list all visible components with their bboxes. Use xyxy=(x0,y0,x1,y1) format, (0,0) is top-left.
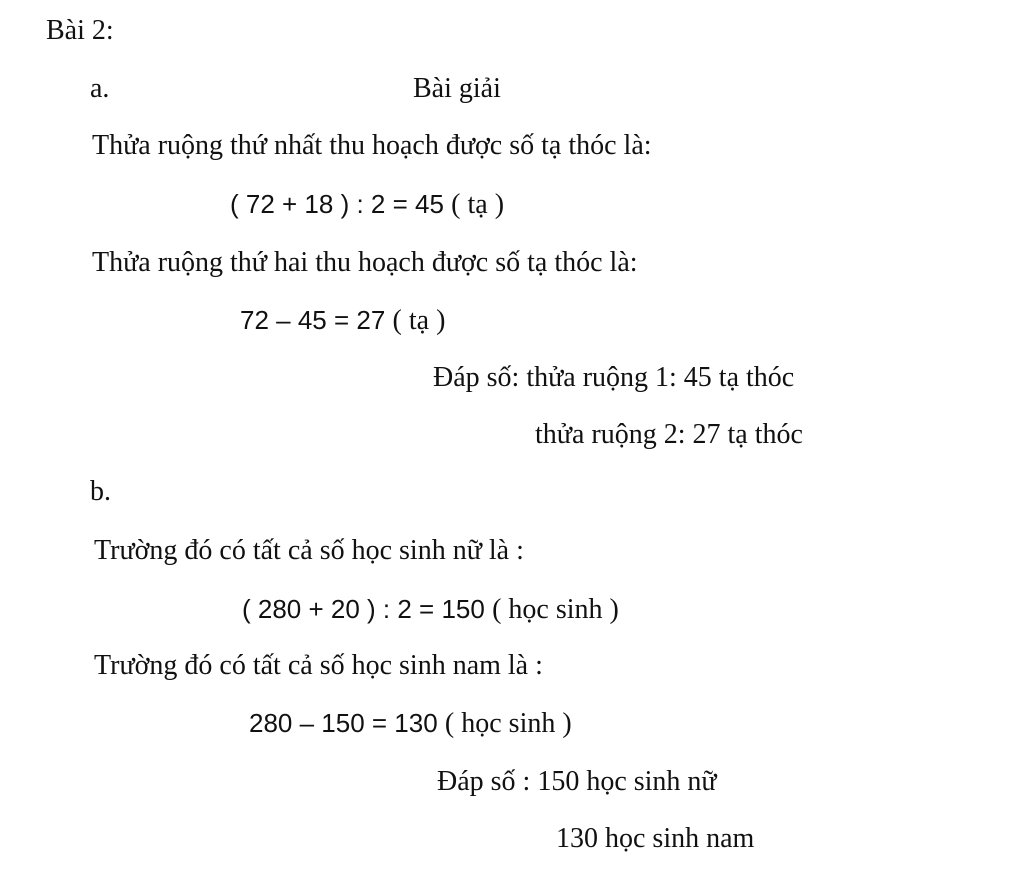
part-b-step2-text: Trường đó có tất cả số học sinh nam là : xyxy=(94,650,543,681)
part-a-step2-equation xyxy=(240,303,445,338)
part-b-label: b. xyxy=(90,476,111,507)
exercise-title: Bài 2: xyxy=(46,15,114,46)
part-b-step2-equation xyxy=(249,706,572,741)
part-a-label: a. xyxy=(90,73,110,104)
equation-unit: ( học sinh ) xyxy=(444,708,572,739)
equation-unit: ( học sinh ) xyxy=(492,594,619,625)
part-b-step1-equation xyxy=(242,592,619,627)
equation-unit: ( tạ ) xyxy=(392,305,446,336)
part-a-answer-line2: thửa ruộng 2: 27 tạ thóc xyxy=(535,419,803,450)
equation-expression: ( 280 + 20 ) : 2 = 150 xyxy=(242,594,485,624)
part-a-step1-equation xyxy=(230,187,504,222)
equation-expression: ( 72 + 18 ) : 2 = 45 xyxy=(230,189,444,219)
solution-heading: Bài giải xyxy=(413,73,501,104)
part-b-answer-line1: Đáp số : 150 học sinh nữ xyxy=(437,766,717,797)
part-a-answer-line1: Đáp số: thửa ruộng 1: 45 tạ thóc xyxy=(433,362,795,393)
equation-expression: 72 – 45 = 27 xyxy=(240,305,386,335)
part-a-step1-text: Thửa ruộng thứ nhất thu hoạch được số tạ thóc là: xyxy=(92,130,652,161)
part-b-answer-line2: 130 học sinh nam xyxy=(556,823,755,854)
equation-expression: 280 – 150 = 130 xyxy=(249,708,438,738)
part-a-step2-text: Thửa ruộng thứ hai thu hoạch được số tạ thóc là: xyxy=(92,247,638,278)
equation-unit: ( tạ ) xyxy=(451,189,505,220)
part-b-step1-text: Trường đó có tất cả số học sinh nữ là : xyxy=(94,535,524,566)
